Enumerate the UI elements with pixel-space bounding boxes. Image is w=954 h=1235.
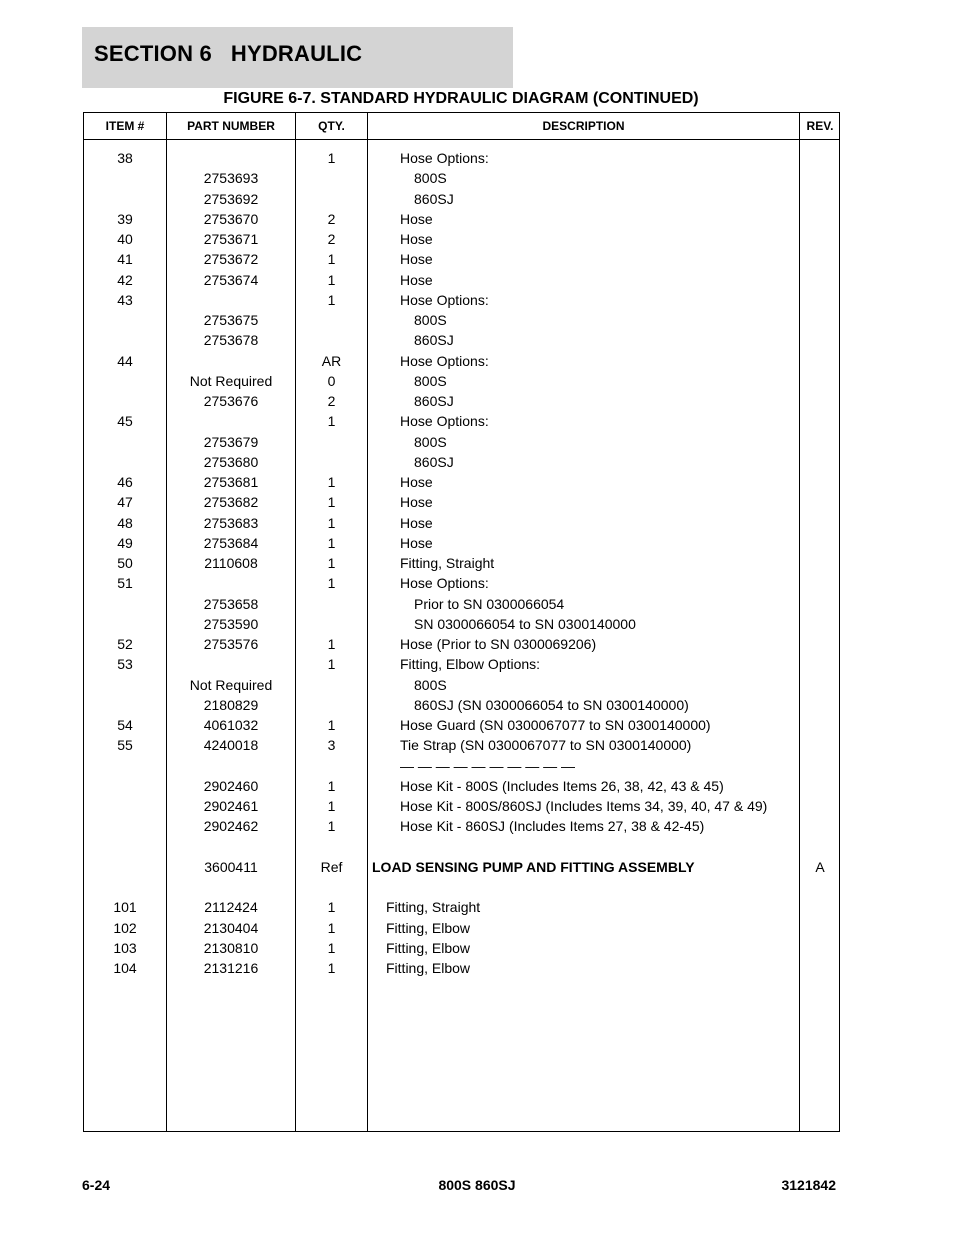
item-number: 55 — [117, 737, 133, 754]
part-number: 3600411 — [204, 858, 258, 875]
item-number: 50 — [117, 555, 133, 571]
part-number: 2753681 — [203, 474, 259, 490]
part-number: 2753682 — [203, 494, 259, 511]
table-row — [84, 371, 839, 391]
table-row — [84, 837, 839, 857]
table-row — [84, 553, 839, 573]
table-row — [84, 897, 839, 917]
quantity: 1 — [327, 251, 336, 268]
table-row — [84, 918, 839, 938]
description: Hose — [400, 534, 433, 551]
quantity: 3 — [327, 737, 336, 754]
quantity: 1 — [327, 534, 336, 551]
item-number: 51 — [117, 575, 133, 592]
part-number: 2131216 — [203, 960, 259, 976]
item-number: 41 — [117, 251, 133, 268]
table-row — [84, 756, 839, 776]
table-row — [84, 452, 839, 472]
table-row — [84, 432, 839, 452]
item-number: 42 — [117, 271, 133, 288]
table-row — [84, 270, 839, 290]
item-number: 44 — [117, 352, 133, 369]
quantity: 1 — [327, 939, 336, 956]
part-number: 4240018 — [203, 737, 259, 754]
description: Hose — [400, 210, 433, 227]
description: Hose Options: — [400, 413, 489, 430]
part-number: 2753676 — [203, 393, 259, 409]
part-number: 2753670 — [203, 210, 259, 227]
part-number: Not Required — [189, 372, 273, 389]
quantity: 1 — [327, 656, 336, 673]
quantity: 1 — [327, 494, 336, 511]
header-divider — [84, 139, 839, 140]
item-number: 103 — [113, 939, 137, 956]
quantity: 1 — [327, 271, 336, 288]
quantity: 1 — [327, 777, 336, 794]
description: Hose — [400, 251, 433, 268]
quantity: 1 — [327, 798, 336, 814]
description: Hose Options: — [400, 150, 489, 166]
table-row — [84, 675, 839, 695]
item-number: 38 — [117, 150, 133, 166]
table-row — [84, 351, 839, 371]
description: Hose Guard (SN 0300067077 to SN 0300140000) — [400, 717, 711, 733]
quantity: Ref — [320, 858, 343, 875]
table-row — [84, 816, 839, 836]
quantity: 0 — [327, 372, 336, 389]
item-number: 45 — [117, 413, 133, 430]
item-number: 46 — [117, 474, 133, 490]
part-number: 2902461 — [203, 798, 259, 814]
item-number: 101 — [113, 899, 137, 916]
item-number: 43 — [117, 291, 133, 308]
quantity: 2 — [327, 210, 336, 227]
part-number: Not Required — [189, 676, 273, 693]
part-number: 2753684 — [203, 534, 259, 551]
description: Hose (Prior to SN 0300069206) — [400, 636, 597, 652]
part-number: 2110608 — [204, 555, 258, 571]
table-row — [84, 290, 839, 310]
table-row — [84, 330, 839, 350]
item-number: 48 — [117, 514, 133, 531]
table-row — [84, 938, 839, 958]
quantity: 1 — [327, 636, 336, 652]
table-row — [84, 310, 839, 330]
description: Fitting, Straight — [400, 555, 495, 571]
table-row — [84, 877, 839, 897]
table-row — [84, 634, 839, 654]
item-number: 49 — [117, 534, 133, 551]
parts-table — [83, 112, 840, 1132]
table-row — [84, 614, 839, 634]
table-row — [84, 472, 839, 492]
quantity: 2 — [327, 393, 336, 409]
part-number: 2130810 — [203, 939, 259, 956]
table-row — [84, 391, 839, 411]
table-row — [84, 796, 839, 816]
description: Fitting, Elbow — [386, 919, 471, 936]
part-number: 2753576 — [203, 636, 259, 652]
part-number: 2753680 — [203, 453, 259, 470]
description: 800S — [414, 312, 447, 328]
description: 860SJ — [414, 190, 454, 207]
part-number: 2753672 — [203, 251, 259, 268]
description: 800S — [414, 433, 447, 450]
header-rev: REV. — [806, 119, 834, 133]
description: Hose — [400, 474, 433, 490]
header-description: DESCRIPTION — [542, 119, 625, 133]
part-number: 2753590 — [203, 615, 259, 632]
description: Fitting, Elbow — [386, 939, 471, 956]
quantity: 1 — [327, 919, 336, 936]
part-number: 2753658 — [203, 595, 259, 612]
footer-page-number: 6-24 — [82, 1177, 111, 1193]
table-row — [84, 533, 839, 553]
table-row — [84, 715, 839, 735]
item-number: 47 — [117, 494, 133, 511]
item-number: 40 — [117, 231, 133, 247]
footer-publication-number: 3121842 — [781, 1177, 836, 1193]
table-row — [84, 148, 839, 168]
table-row — [84, 594, 839, 614]
part-number: 2902460 — [203, 777, 259, 794]
header-qty: QTY. — [318, 119, 345, 133]
part-number: 2753675 — [203, 312, 259, 328]
revision: A — [815, 858, 825, 875]
table-row — [84, 492, 839, 512]
quantity: AR — [321, 352, 342, 369]
footer-model: 800S 860SJ — [438, 1177, 516, 1193]
description: — — — — — — — — — — — [400, 757, 576, 774]
table-row — [84, 168, 839, 188]
description: Fitting, Straight — [386, 899, 481, 916]
part-number: 2902462 — [203, 818, 259, 835]
quantity: 1 — [327, 291, 336, 308]
part-number: 2753692 — [203, 190, 259, 207]
item-number: 104 — [113, 960, 137, 976]
table-row — [84, 857, 839, 877]
table-row — [84, 958, 839, 978]
description: Hose — [400, 231, 433, 247]
description: 800S — [414, 372, 447, 389]
quantity: 1 — [327, 474, 336, 490]
description: Hose Kit - 800S/860SJ (Includes Items 34, 39, 40, 47 & 49) — [400, 798, 768, 814]
description: 800S — [414, 676, 447, 693]
description: Tie Strap (SN 0300067077 to SN 0300140000) — [400, 737, 692, 754]
part-number: 2753693 — [203, 170, 259, 187]
description: Fitting, Elbow — [386, 960, 471, 976]
description: LOAD SENSING PUMP AND FITTING ASSEMBLY — [372, 858, 695, 875]
header-item: ITEM # — [105, 119, 145, 133]
header-part-number: PART NUMBER — [187, 119, 275, 133]
description: 800S — [414, 170, 447, 187]
description: Fitting, Elbow Options: — [400, 656, 541, 673]
quantity: 1 — [327, 575, 336, 592]
table-row — [84, 776, 839, 796]
description: SN 0300066054 to SN 0300140000 — [414, 615, 636, 632]
quantity: 1 — [327, 150, 336, 166]
description: Prior to SN 0300066054 — [414, 595, 565, 612]
table-row — [84, 695, 839, 715]
part-number: 2130404 — [203, 919, 259, 936]
table-row — [84, 249, 839, 269]
description: Hose — [400, 514, 433, 531]
part-number: 2753674 — [203, 271, 259, 288]
description: Hose Kit - 800S (Includes Items 26, 38, 42, 43 & 45) — [400, 777, 724, 794]
quantity: 1 — [327, 960, 336, 976]
description: Hose Kit - 860SJ (Includes Items 27, 38 & 42-45) — [400, 818, 705, 835]
item-number: 54 — [117, 717, 133, 733]
part-number: 2753678 — [203, 332, 259, 349]
description: 860SJ — [414, 453, 454, 470]
section-header — [82, 27, 513, 88]
description: Hose — [400, 494, 433, 511]
quantity: 2 — [327, 231, 336, 247]
part-number: 2753671 — [203, 231, 259, 247]
table-row — [84, 209, 839, 229]
description: Hose — [400, 271, 433, 288]
table-row — [84, 735, 839, 755]
table-row — [84, 229, 839, 249]
table-row — [84, 189, 839, 209]
description: 860SJ — [414, 332, 454, 349]
description: 860SJ — [414, 393, 454, 409]
table-row — [84, 654, 839, 674]
quantity: 1 — [327, 413, 336, 430]
section-title: SECTION 6 HYDRAULIC — [94, 41, 363, 66]
part-number: 2180829 — [203, 696, 259, 713]
quantity: 1 — [327, 717, 336, 733]
item-number: 52 — [117, 636, 133, 652]
table-row — [84, 411, 839, 431]
figure-title: FIGURE 6-7. STANDARD HYDRAULIC DIAGRAM (CONTINUED) — [223, 90, 699, 107]
item-number: 53 — [117, 656, 133, 673]
description: Hose Options: — [400, 575, 489, 592]
description: 860SJ (SN 0300066054 to SN 0300140000) — [414, 696, 689, 713]
table-row — [84, 513, 839, 533]
quantity: 1 — [327, 818, 336, 835]
quantity: 1 — [327, 555, 336, 571]
item-number: 39 — [117, 210, 133, 227]
quantity: 1 — [327, 899, 336, 916]
description: Hose Options: — [400, 352, 489, 369]
part-number: 4061032 — [203, 717, 259, 733]
part-number: 2112424 — [204, 899, 258, 916]
part-number: 2753683 — [203, 514, 259, 531]
item-number: 102 — [113, 919, 137, 936]
description: Hose Options: — [400, 291, 489, 308]
table-row — [84, 573, 839, 593]
part-number: 2753679 — [203, 433, 259, 450]
quantity: 1 — [327, 514, 336, 531]
